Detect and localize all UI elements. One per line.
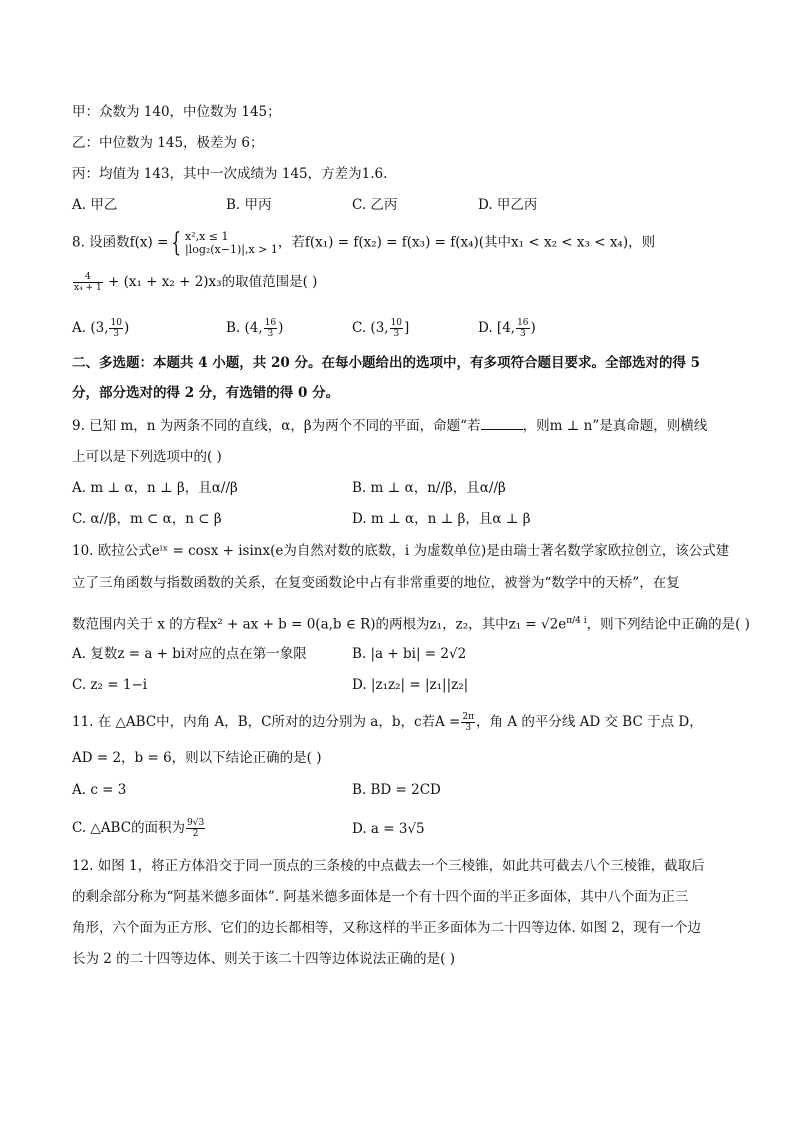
q11-option-b: B. BD = 2CD (352, 782, 441, 798)
q8-cases (185, 230, 278, 256)
q8-option-d-frac (516, 318, 529, 339)
q12-stem-line2: 的剩余部分称为“阿基米德多面体”. 阿基米德多面体是一个有十四个面的半正多面体，其中八个面为正三 (72, 889, 689, 905)
q9-option-d: D. m ⊥ α，n ⊥ β，且α ⊥ β (352, 511, 531, 527)
q9-stem-line2: 上可以是下列选项中的( ) (72, 449, 222, 465)
q8-option-b-den: 3 (267, 329, 274, 339)
q11-stem-line2: AD = 2，b = 6，则以下结论正确的是( ) (72, 750, 322, 766)
q8-frac-den: x₄ + 1 (74, 283, 102, 293)
q8-case2: |log₂(x−1)|,x > 1 (184, 243, 278, 256)
q11-option-d: D. a = 3√5 (352, 821, 425, 837)
q8-option-b-num: 16 (264, 318, 277, 328)
q8-frac-num: 4 (73, 272, 103, 283)
q8-option-a-num: 10 (110, 318, 122, 328)
q8-option-d (478, 318, 536, 339)
q10-option-b: B. |a + bi| = 2√2 (352, 646, 467, 662)
q8-case1: x²,x ≤ 1 (184, 230, 229, 243)
q8-prefix: 8. 设函数f(x) = (72, 234, 169, 251)
q12-stem-line3: 角形，六个面为正方形、它们的边长都相等，又称这样的半正多面体为二十四等边体. 如图 2，现有一个边 (72, 920, 701, 936)
q10-stem-line1: 10. 欧拉公式eⁱˣ = cosx + isinx(e为自然对数的底数，i 为虚数单位)是由瑞士著名数学家欧拉创立，该公式建 (72, 543, 730, 559)
q8-mid: ，若f(x₁) = f(x₂) = f(x₃) = f(x₄)(其中x₁ < x₂ < x₃ < x₄)，则 (277, 234, 656, 251)
q8-option-c-frac (390, 318, 403, 339)
q11-option-a: A. c = 3 (72, 782, 127, 798)
statement-jia: 甲：众数为 140，中位数为 145； (72, 104, 281, 120)
q11-option-c-frac (186, 818, 205, 839)
q8-option-c-pre: C. (3, (352, 320, 389, 336)
q8-option-a-frac (109, 318, 122, 339)
q8-option-c-num: 10 (390, 318, 403, 328)
q11-option-c-den: 2 (192, 829, 199, 839)
q8-option-c-post: ] (404, 320, 410, 336)
q10-line3-b: ，则下列结论中正确的是( ) (586, 616, 750, 633)
q7-option-a: A. 甲乙 (72, 197, 118, 213)
q11-option-c-num: 9√3 (187, 818, 205, 828)
q11-stem-line1 (72, 712, 703, 733)
q11-line1-a: 11. 在 △ABC中，内角 A，B，C所对的边分别为 a，b，c若A = (72, 714, 461, 730)
q8-option-a-post: ) (123, 320, 130, 336)
q11-option-c-pre: C. △ABC的面积为 (72, 820, 186, 836)
q8-option-b (226, 318, 283, 339)
q8-fraction (73, 272, 103, 293)
q7-option-c: C. 乙丙 (352, 197, 398, 213)
q10-stem-line2: 立了三角函数与指数函数的关系，在复变函数论中占有非常重要的地位，被誉为“数学中的天桥”，在复 (72, 575, 680, 591)
q11-angle-num: 2π (462, 712, 475, 722)
q9-line1-a: 9. 已知 m，n 为两条不同的直线，α，β为两个不同的平面，命题“若 (72, 418, 481, 434)
q9-option-c: C. α//β，m ⊂ α，n ⊂ β (72, 511, 222, 527)
q8-option-b-frac (264, 318, 277, 339)
q8-stem-line2 (72, 272, 317, 293)
q10-exponent: π/4 i (566, 616, 587, 626)
q8-option-a-den: 3 (113, 329, 120, 339)
q8-option-d-post: ) (530, 320, 536, 336)
q8-option-a (72, 318, 129, 339)
q8-option-a-pre: A. (3, (72, 320, 109, 336)
q11-option-c (72, 818, 206, 839)
q9-stem-line1 (72, 417, 707, 435)
q10-option-a: A. 复数z = a + bi对应的点在第一象限 (72, 646, 307, 662)
q9-option-a: A. m ⊥ α，n ⊥ β，且α//β (72, 480, 238, 496)
section2-line2: 分，部分选对的得 2 分，有选错的得 0 分。 (72, 385, 340, 401)
q10-line3-a: 数范围内关于 x 的方程x² + ax + b = 0(a,b ∈ R)的两根为z₁，z₂，其中z₁ = √2e (72, 616, 567, 633)
q9-option-b: B. m ⊥ α，n//β，且α//β (352, 480, 506, 496)
q8-option-b-post: ) (278, 320, 284, 336)
q11-line1-b: ，角 A 的平分线 AD 交 BC 于点 D， (476, 714, 703, 730)
q9-blank (481, 417, 523, 430)
statement-yi: 乙：中位数为 145，极差为 6； (72, 135, 264, 151)
q10-option-d: D. |z₁z₂| = |z₁||z₂| (352, 677, 469, 693)
q8-tail: + (x₁ + x₂ + 2)x₃的取值范围是( ) (107, 274, 318, 290)
q10-stem-line3 (72, 612, 750, 634)
statement-bing: 丙：均值为 143，其中一次成绩为 145，方差为1.6. (72, 166, 388, 182)
q9-line1-b: ，则m ⊥ n”是真命题，则横线 (522, 418, 708, 434)
q8-option-d-den: 3 (519, 329, 526, 339)
q7-option-b: B. 甲丙 (226, 197, 272, 213)
q8-option-b-pre: B. (4, (226, 320, 263, 336)
q11-angle-frac (461, 712, 475, 733)
q8-option-d-num: 16 (517, 318, 529, 328)
q10-option-c: C. z₂ = 1−i (72, 677, 148, 693)
q11-angle-den: 3 (465, 723, 472, 733)
left-brace-icon: { (171, 228, 182, 258)
q8-option-d-pre: D. [4, (478, 320, 516, 336)
q8-option-c (352, 318, 409, 339)
q8-option-c-den: 3 (393, 329, 400, 339)
section2-line1: 二、多选题：本题共 4 小题，共 20 分。在每小题给出的选项中，有多项符合题目要求。全部选对的得 5 (72, 355, 701, 371)
q12-stem-line1: 12. 如图 1，将正方体沿交于同一顶点的三条棱的中点截去一个三棱锥，如此共可截去八个三棱锥，截取后 (72, 858, 705, 874)
q12-stem-line4: 长为 2 的二十四等边体、则关于该二十四等边体说法正确的是( ) (72, 951, 455, 967)
q8-stem-line1 (72, 230, 655, 256)
q7-option-d: D. 甲乙丙 (478, 197, 538, 213)
